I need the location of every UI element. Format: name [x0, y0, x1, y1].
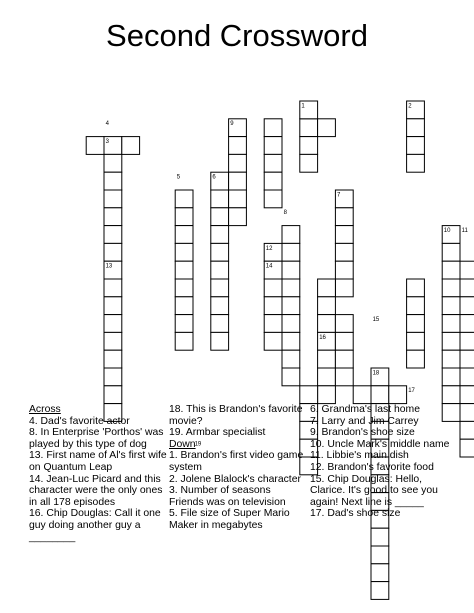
grid-cell[interactable] — [335, 368, 353, 386]
clue-number-14: 14 — [265, 263, 273, 270]
grid-cell[interactable] — [460, 439, 474, 457]
grid-cell[interactable] — [282, 368, 300, 386]
grid-cell[interactable] — [460, 261, 474, 279]
clue-number-3: 3 — [105, 139, 109, 145]
page-title: Second Crossword — [106, 18, 368, 53]
grid-cell[interactable] — [211, 243, 229, 261]
grid-cell[interactable] — [335, 332, 353, 350]
grid-cell[interactable] — [460, 421, 474, 439]
grid-cell[interactable] — [407, 137, 425, 155]
clue-down-5: 5. File size of Super Mario Maker in megabytes — [169, 508, 290, 531]
grid-cell[interactable] — [407, 315, 425, 333]
clue-number-16: 16 — [319, 334, 326, 341]
grid-cell[interactable] — [175, 208, 193, 226]
grid-cell[interactable] — [211, 190, 229, 208]
grid-cell[interactable] — [104, 368, 122, 386]
grid-cell[interactable] — [442, 297, 460, 315]
clue-number-19: 19 — [194, 441, 202, 448]
grid-cell[interactable] — [211, 332, 229, 350]
grid-cell[interactable] — [175, 261, 193, 279]
clue-number-7: 7 — [337, 192, 341, 199]
grid-cell[interactable] — [300, 154, 318, 172]
grid-cell[interactable] — [460, 297, 474, 315]
grid-cell[interactable] — [407, 350, 425, 368]
grid-cell[interactable] — [175, 332, 193, 350]
clue-across-18: 18. This is Brandon's favorite movie? — [169, 404, 303, 427]
grid-cell[interactable] — [122, 137, 140, 155]
clue-number-10: 10 — [443, 228, 451, 234]
grid-cell[interactable] — [264, 137, 282, 155]
clue-number-15: 15 — [372, 317, 380, 323]
grid-cell[interactable] — [175, 279, 193, 297]
grid-cell[interactable] — [264, 297, 282, 315]
grid-cell[interactable] — [300, 386, 318, 404]
grid-cell[interactable] — [229, 137, 247, 155]
grid-cell[interactable] — [318, 315, 336, 333]
grid-cell[interactable] — [318, 368, 336, 386]
grid-cell[interactable] — [442, 279, 460, 297]
grid-cell[interactable] — [335, 208, 353, 226]
grid-cell[interactable] — [264, 154, 282, 172]
grid-cell[interactable] — [104, 386, 122, 404]
clue-number-11: 11 — [461, 228, 468, 234]
grid-cell[interactable] — [371, 546, 389, 564]
grid-cell[interactable] — [211, 297, 229, 315]
clue-number-17: 17 — [408, 388, 415, 395]
grid-cell[interactable] — [229, 208, 247, 226]
grid-cell[interactable] — [442, 386, 460, 404]
grid-cell[interactable] — [211, 261, 229, 279]
grid-cell[interactable] — [460, 279, 474, 297]
grid-cell[interactable] — [460, 315, 474, 333]
grid-cell[interactable] — [104, 279, 122, 297]
down-heading: Down — [169, 438, 196, 450]
grid-cell[interactable] — [407, 332, 425, 350]
grid-cell[interactable] — [282, 261, 300, 279]
grid-cell[interactable] — [211, 279, 229, 297]
grid-cell[interactable] — [104, 226, 122, 244]
clue-down-9: 9. Brandon's shoe size — [310, 427, 415, 439]
grid-cell[interactable] — [335, 226, 353, 244]
grid-cell[interactable] — [407, 279, 425, 297]
grid-cell[interactable] — [371, 528, 389, 546]
clue-down-6: 6. Grandma's last home — [310, 404, 420, 415]
clue-number-5: 5 — [176, 174, 181, 181]
grid-cell[interactable] — [104, 297, 122, 315]
clue-across-16: 16. Chip Douglas: Call it one guy doing another guy a ________ — [29, 508, 161, 543]
clue-number-12: 12 — [265, 245, 273, 252]
clue-column-1 — [29, 404, 167, 543]
grid-cell[interactable] — [318, 297, 336, 315]
grid-cell[interactable] — [371, 582, 389, 600]
grid-cell[interactable] — [335, 261, 353, 279]
grid-cell[interactable] — [175, 315, 193, 333]
clue-down-2: 2. Jolene Blalock's character — [169, 473, 301, 485]
clue-number-2: 2 — [408, 103, 412, 110]
grid-cell[interactable] — [211, 208, 229, 226]
grid-cell[interactable] — [460, 368, 474, 386]
grid-cell[interactable] — [104, 190, 122, 208]
grid-cell[interactable] — [335, 279, 353, 297]
grid-cell[interactable] — [229, 154, 247, 172]
grid-cell[interactable] — [264, 190, 282, 208]
grid-cell[interactable] — [335, 243, 353, 261]
clue-down-12: 12. Brandon's favorite food — [310, 461, 434, 473]
grid-cell[interactable] — [460, 404, 474, 422]
clue-number-9: 9 — [230, 121, 234, 128]
clue-across-8: 8. In Enterprise 'Porthos' was played by this type of dog — [29, 427, 164, 450]
grid-cell[interactable] — [104, 172, 122, 190]
grid-cell[interactable] — [104, 332, 122, 350]
grid-cell[interactable] — [442, 261, 460, 279]
clue-down-17: 17. Dad's shoe size — [310, 508, 401, 520]
grid-cell[interactable] — [460, 350, 474, 368]
clue-down-10: 10. Uncle Mark's middle name — [310, 438, 450, 450]
grid-cell[interactable] — [229, 190, 247, 208]
grid-cell[interactable] — [442, 368, 460, 386]
clue-down-7: 7. Larry and Jim Carrey — [310, 415, 419, 427]
clue-down-15: 15. Chip Douglas: Hello, Clarice. It's good to see you again! Next line is _____ — [310, 473, 438, 508]
clue-column-2 — [169, 404, 307, 532]
grid-cell[interactable] — [282, 243, 300, 261]
grid-cell[interactable] — [282, 332, 300, 350]
grid-cell[interactable] — [211, 315, 229, 333]
grid-cell[interactable] — [318, 386, 336, 404]
grid-cell[interactable] — [442, 243, 460, 261]
across-heading: Across — [29, 404, 61, 415]
grid-cell[interactable] — [264, 315, 282, 333]
clue-number-1: 1 — [301, 103, 305, 110]
grid-cell[interactable] — [104, 243, 122, 261]
grid-cell[interactable] — [353, 386, 371, 404]
grid-cell[interactable] — [318, 279, 336, 297]
grid-cell[interactable] — [104, 208, 122, 226]
grid-cell[interactable] — [175, 226, 193, 244]
clue-across-19: 19. Armbar specialist — [169, 427, 266, 439]
grid-cell[interactable] — [175, 297, 193, 315]
clue-across-13: 13. First name of Al's first wife on Quantum Leap — [29, 450, 167, 473]
grid-cell[interactable] — [389, 386, 407, 404]
grid-cell[interactable] — [335, 350, 353, 368]
clue-number-4: 4 — [105, 121, 109, 128]
grid-cell[interactable] — [442, 315, 460, 333]
clue-across-4: 4. Dad's favorite actor — [29, 415, 130, 427]
clue-across-14: 14. Jean-Luc Picard and this character were the only ones in all 178 episodes — [29, 473, 163, 508]
grid-cell[interactable] — [104, 154, 122, 172]
grid-cell[interactable] — [300, 137, 318, 155]
grid-cell[interactable] — [264, 119, 282, 137]
clue-column-3 — [310, 404, 450, 520]
grid-cell[interactable] — [442, 350, 460, 368]
grid-cell[interactable] — [318, 350, 336, 368]
grid-cell[interactable] — [371, 564, 389, 582]
grid-cell[interactable] — [104, 315, 122, 333]
grid-cell[interactable] — [442, 332, 460, 350]
grid-cell[interactable] — [460, 386, 474, 404]
clue-number-6: 6 — [212, 174, 216, 181]
grid-cell[interactable] — [460, 332, 474, 350]
grid-cell[interactable] — [175, 243, 193, 261]
grid-cell[interactable] — [282, 297, 300, 315]
grid-cell[interactable] — [407, 119, 425, 137]
grid-cell[interactable] — [264, 279, 282, 297]
clue-down-1: 1. Brandon's first video game system — [169, 450, 304, 473]
grid-cell[interactable] — [264, 172, 282, 190]
grid-cell[interactable] — [104, 350, 122, 368]
grid-cell[interactable] — [407, 154, 425, 172]
grid-cell[interactable] — [318, 119, 336, 137]
grid-cell[interactable] — [282, 226, 300, 244]
grid-cell[interactable] — [371, 386, 389, 404]
grid-cell[interactable] — [282, 279, 300, 297]
clue-number-8: 8 — [283, 210, 287, 217]
clue-number-18: 18 — [372, 370, 380, 377]
grid-cell[interactable] — [335, 315, 353, 333]
grid-cell[interactable] — [282, 350, 300, 368]
clue-down-3: 3. Number of seasons Friends was on television — [169, 485, 286, 508]
grid-cell[interactable] — [175, 190, 193, 208]
grid-cell[interactable] — [86, 137, 104, 155]
clue-number-13: 13 — [105, 263, 113, 270]
grid-cell[interactable] — [300, 119, 318, 137]
grid-cell[interactable] — [211, 226, 229, 244]
grid-cell[interactable] — [407, 297, 425, 315]
grid-cell[interactable] — [229, 172, 247, 190]
grid-cell[interactable] — [282, 315, 300, 333]
grid-cell[interactable] — [264, 332, 282, 350]
clue-down-11: 11. Libbie's main dish — [310, 450, 409, 462]
